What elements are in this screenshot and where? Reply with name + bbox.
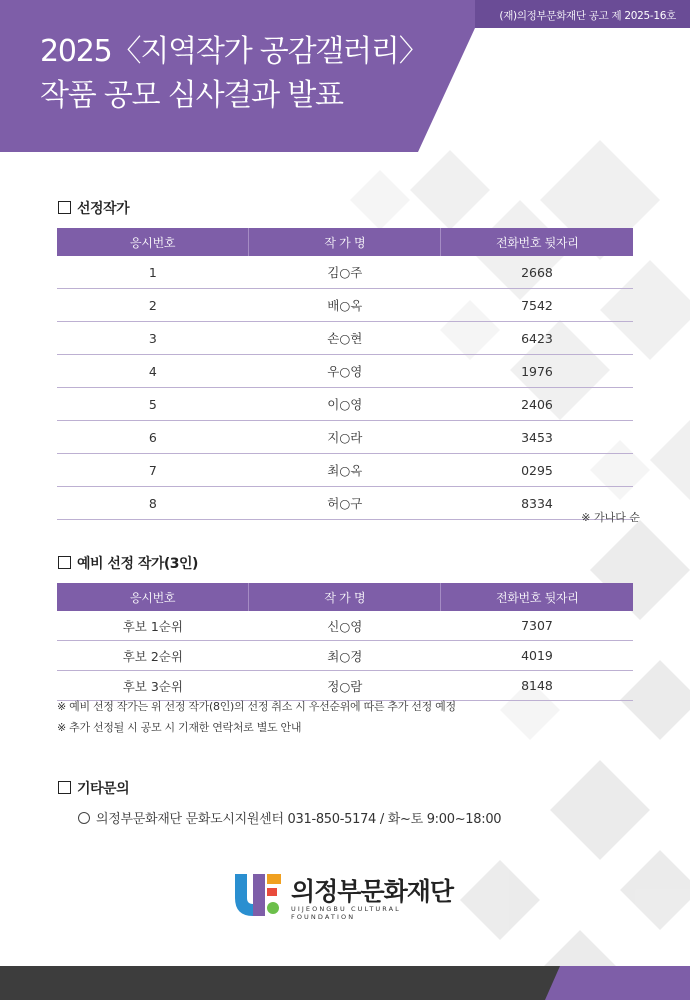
table-header-row [57, 228, 633, 256]
section-reserve-heading: 예비 선정 작가(3인) [58, 553, 198, 573]
table-row: 후보 2순위 최○경 4019 [57, 641, 633, 671]
table-row: 후보 1순위 신○영 7307 [57, 611, 633, 641]
column-header: 작 가 명 [249, 583, 441, 611]
checkbox-square-icon [58, 556, 71, 569]
circle-bullet-icon [78, 812, 90, 824]
table-row: 8 허○구 8334 [57, 487, 633, 520]
column-header: 작 가 명 [249, 228, 441, 256]
uijeongbu-foundation-logo-icon [233, 872, 283, 918]
table-row: 7 최○옥 0295 [57, 454, 633, 487]
order-note: ※ 가나다 순 [581, 511, 640, 524]
checkbox-square-icon [58, 781, 71, 794]
table-row: 후보 3순위 정○람 8148 [57, 671, 633, 701]
logo-name: 의정부문화재단 [291, 877, 454, 906]
table-row: 3 손○현 6423 [57, 322, 633, 355]
table-header-row [57, 583, 633, 611]
table-row: 1 김○주 2668 [57, 256, 633, 289]
table-row: 5 이○영 2406 [57, 388, 633, 421]
foundation-logo [233, 872, 463, 921]
column-header: 전화번호 뒷자리 [441, 583, 633, 611]
section-contact-heading: 기타문의 [58, 778, 129, 798]
checkbox-square-icon [58, 201, 71, 214]
section-selected-heading: 선정작가 [58, 198, 129, 218]
column-header: 응시번호 [57, 583, 249, 611]
title-line-1: 2025〈지역작가 공감갤러리〉 [40, 34, 428, 69]
column-header: 응시번호 [57, 228, 249, 256]
reserve-notes [57, 696, 456, 738]
title-line-2: 작품 공모 심사결과 발표 [40, 78, 343, 113]
table-row: 2 배○옥 7542 [57, 289, 633, 322]
selected-artists-table [57, 228, 633, 520]
notice-number: (재)의정부문화재단 공고 제 2025-16호 [499, 10, 676, 22]
table-row: 4 우○영 1976 [57, 355, 633, 388]
note-line: ※ 예비 선정 작가는 위 선정 작가(8인)의 선정 취소 시 우선순위에 따른 추가 선정 예정 [57, 700, 456, 713]
contact-info: 의정부문화재단 문화도시지원센터 031-850-5174 / 화~토 9:00~18:00 [78, 808, 501, 827]
note-line: ※ 추가 선정될 시 공모 시 기재한 연락처로 별도 안내 [57, 721, 302, 734]
table-row: 6 지○라 3453 [57, 421, 633, 454]
logo-subtitle: UIJEONGBU CULTURAL FOUNDATION [291, 905, 401, 921]
reserve-artists-table [57, 583, 633, 701]
footer-bar [0, 966, 690, 1000]
column-header: 전화번호 뒷자리 [441, 228, 633, 256]
